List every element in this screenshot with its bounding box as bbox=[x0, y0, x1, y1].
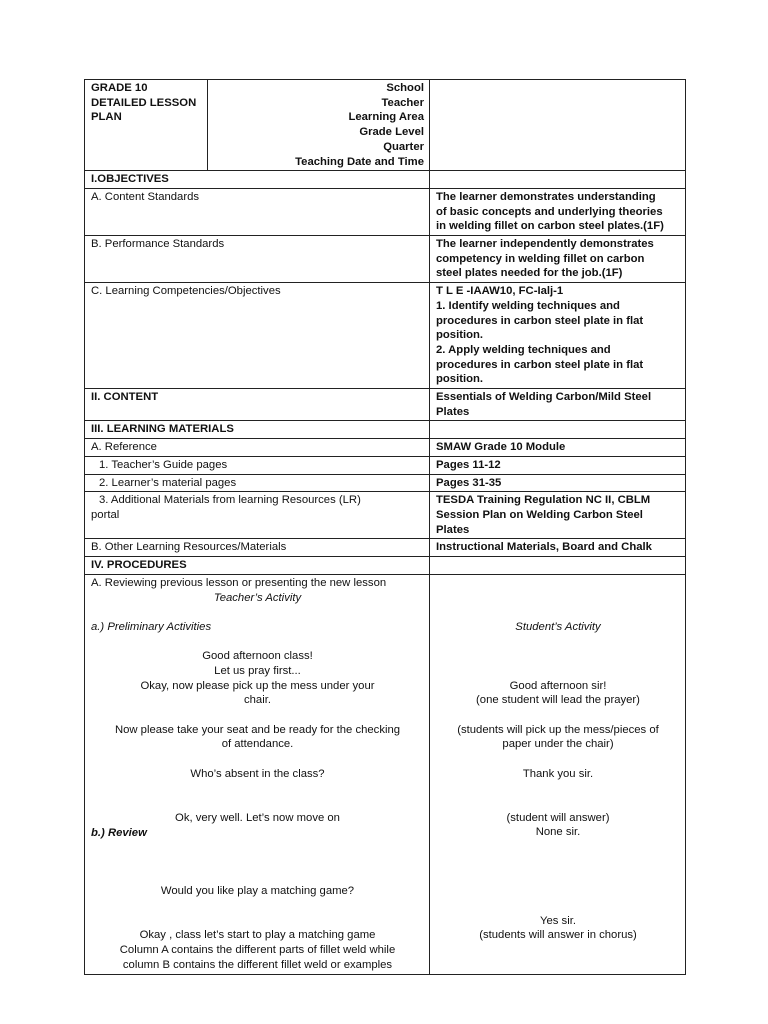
teacher-activity-heading: Teacher’s Activity bbox=[213, 591, 302, 604]
performance-standards-label: B. Performance Standards bbox=[85, 236, 430, 283]
content-standards-text: The learner demonstrates understanding of basic concepts and underlying theories in welding fillet on carbon steel plates.(1F) bbox=[430, 188, 686, 235]
performance-standards-text: The learner independently demonstrates competency in welding fillet on carbon steel plates needed for the job.(1F) bbox=[430, 236, 686, 283]
teacher-lines: Good afternoon class! Let us pray first... Okay, now please pick up the mess under your chair. Now please take your seat and be ready for the checking of attendance. Who’s absent in the class? Ok, very well. Let’s now move on bbox=[91, 649, 424, 825]
student-activity-heading: Student’s Activity bbox=[515, 620, 601, 633]
content-standards-label: A. Content Standards bbox=[85, 188, 430, 235]
teacher-prayer: Let us pray first... bbox=[214, 664, 301, 677]
learners-material-label: 2. Learner’s material pages bbox=[85, 474, 430, 492]
competencies-text: T L E -IAAW10, FC-Ialj-1 1. Identify welding techniques and procedures in carbon steel plate in flat position. 2. Apply welding techniques and procedures in carbon steel plate in flat position. bbox=[430, 283, 686, 389]
student-greeting: Good afternoon sir! bbox=[509, 679, 607, 692]
learners-material-row bbox=[85, 474, 686, 492]
reference-row bbox=[85, 439, 686, 457]
content-text: Essentials of Welding Carbon/Mild Steel Plates bbox=[430, 389, 686, 421]
header-field-values bbox=[430, 80, 686, 171]
teacher-greeting: Good afternoon class! bbox=[202, 650, 313, 663]
student-yes: Yes sir. bbox=[539, 914, 576, 927]
learners-material-value: Pages 31-35 bbox=[430, 474, 686, 492]
grade-level-label: Grade Level bbox=[359, 126, 424, 139]
objectives-heading-row bbox=[85, 171, 686, 189]
additional-materials-row bbox=[85, 492, 686, 539]
teacher-label: Teacher bbox=[381, 96, 424, 109]
reference-value: SMAW Grade 10 Module bbox=[430, 439, 686, 457]
materials-heading: III. LEARNING MATERIALS bbox=[85, 421, 430, 439]
preliminary-activities-label: a.) Preliminary Activities bbox=[91, 620, 212, 633]
teachers-guide-value: Pages 11-12 bbox=[430, 456, 686, 474]
other-resources-value: Instructional Materials, Board and Chalk bbox=[430, 539, 686, 557]
teacher-move-on: Ok, very well. Let’s now move on bbox=[175, 811, 340, 824]
content-standards-row bbox=[85, 188, 686, 235]
header-row bbox=[85, 80, 686, 171]
student-thanks: Thank you sir. bbox=[522, 767, 594, 780]
student-answer: (student will answer) bbox=[506, 811, 610, 824]
review-label: b.) Review bbox=[91, 826, 147, 839]
reference-label: A. Reference bbox=[85, 439, 430, 457]
plan-title: GRADE 10 DETAILED LESSON PLAN bbox=[85, 80, 208, 171]
content-row bbox=[85, 389, 686, 421]
header-field-labels bbox=[208, 80, 430, 171]
teachers-guide-row bbox=[85, 456, 686, 474]
performance-standards-row bbox=[85, 236, 686, 283]
lesson-plan-table bbox=[84, 79, 686, 975]
objectives-heading: I.OBJECTIVES bbox=[85, 171, 430, 189]
materials-heading-row bbox=[85, 421, 686, 439]
school-label: School bbox=[386, 82, 424, 94]
additional-materials-value: TESDA Training Regulation NC II, CBLM Session Plan on Welding Carbon Steel Plates bbox=[430, 492, 686, 539]
teachers-guide-label: 1. Teacher’s Guide pages bbox=[85, 456, 430, 474]
teaching-date-label: Teaching Date and Time bbox=[295, 155, 424, 168]
competencies-row bbox=[85, 283, 686, 389]
other-resources-label: B. Other Learning Resources/Materials bbox=[85, 539, 430, 557]
student-none: None sir. bbox=[535, 826, 581, 839]
quarter-label: Quarter bbox=[383, 140, 424, 153]
student-prayer: (one student will lead the prayer) bbox=[476, 694, 640, 707]
teacher-absent-question: Who’s absent in the class? bbox=[190, 767, 325, 780]
additional-materials-label: 3. Additional Materials from learning Resources (LR) portal bbox=[85, 492, 430, 539]
student-activity-cell: Student’s Activity Good afternoon sir! (one student will lead the prayer) (students will pick up the mess/pieces of paper under the chair) Thank you sir. (student will answer) None sir. Yes sir. (students will answer in chorus) bbox=[430, 574, 686, 974]
content-label: II. CONTENT bbox=[85, 389, 430, 421]
procedures-heading-row bbox=[85, 557, 686, 575]
competencies-label: C. Learning Competencies/Objectives bbox=[85, 283, 430, 389]
teacher-activity-cell: A. Reviewing previous lesson or presenting the new lesson Teacher’s Activity a.) Preliminary Activities Good afternoon class! Let us pray first... Okay, now please pick up the mess under your chair. Now please take your seat and be ready for the checking of attendance. Who’s absent in the class? Ok, very well. Let’s now move on b.) Review Would you like play a matching game? Okay , class let’s start to play a matching game Column A contains the different parts of fillet weld while column B contains the different fillet weld or examples bbox=[85, 574, 430, 974]
teacher-game-question: Would you like play a matching game? bbox=[160, 885, 355, 898]
procedures-body-row bbox=[85, 574, 686, 974]
student-chorus: (students will answer in chorus) bbox=[479, 929, 637, 942]
other-resources-row bbox=[85, 539, 686, 557]
learning-area-label: Learning Area bbox=[348, 111, 424, 124]
review-heading: A. Reviewing previous lesson or presenting the new lesson bbox=[91, 576, 387, 589]
procedures-heading: IV. PROCEDURES bbox=[85, 557, 430, 575]
